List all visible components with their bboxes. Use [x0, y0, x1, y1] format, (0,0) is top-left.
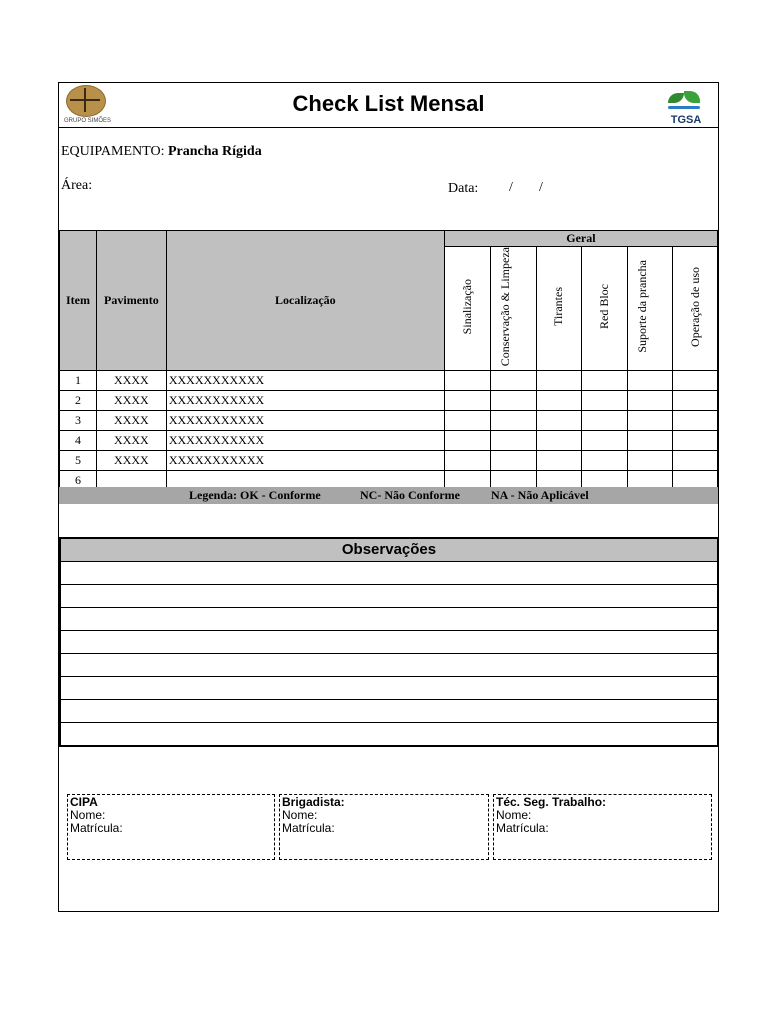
col-header-localizacao: Localização	[166, 231, 444, 371]
equipment-line	[61, 144, 262, 160]
page-title: Check List Mensal	[292, 91, 485, 116]
tgsa-logo: TGSA	[664, 89, 708, 127]
check-cell[interactable]	[444, 371, 490, 391]
check-cell[interactable]	[673, 371, 718, 391]
table-row	[60, 451, 718, 471]
equipment-label: EQUIPAMENTO:	[61, 144, 165, 159]
signature-registration-label: Matrícula:	[496, 821, 549, 835]
check-cell[interactable]	[582, 391, 628, 411]
legend-ok: Legenda: OK - Conforme	[189, 488, 321, 502]
table-row	[60, 431, 718, 451]
check-cell[interactable]	[673, 431, 718, 451]
cell-item: 1	[60, 371, 97, 391]
check-cell[interactable]	[582, 371, 628, 391]
check-cell[interactable]	[536, 371, 582, 391]
cell-localizacao: XXXXXXXXXXX	[166, 411, 444, 431]
col-header-item: Item	[60, 231, 97, 371]
cell-pavimento: XXXX	[96, 451, 166, 471]
cell-item: 6	[60, 471, 97, 491]
checklist-table	[59, 230, 718, 491]
check-cell[interactable]	[628, 451, 673, 471]
check-cell[interactable]	[490, 451, 536, 471]
check-cell[interactable]	[628, 431, 673, 451]
cell-pavimento: XXXX	[96, 411, 166, 431]
signature-registration-label: Matrícula:	[70, 821, 123, 835]
check-cell[interactable]	[582, 411, 628, 431]
col-header-check: Sinalização	[444, 247, 490, 371]
observation-line[interactable]	[61, 654, 717, 677]
area-label: Área:	[61, 178, 93, 193]
check-cell[interactable]	[490, 391, 536, 411]
check-cell[interactable]	[628, 371, 673, 391]
checklist-form	[58, 82, 719, 912]
observation-line[interactable]	[61, 677, 717, 700]
observations-title: Observações	[61, 539, 717, 562]
check-cell[interactable]	[490, 411, 536, 431]
date-label: Data:	[448, 181, 479, 196]
cell-pavimento: XXXX	[96, 431, 166, 451]
observation-line[interactable]	[61, 631, 717, 654]
legend-nc: NC- Não Conforme	[360, 488, 460, 502]
check-cell[interactable]	[536, 411, 582, 431]
observation-line[interactable]	[61, 723, 717, 745]
table-row	[60, 371, 718, 391]
signature-name-label: Nome:	[70, 808, 106, 822]
date-separator: /	[509, 180, 513, 195]
col-header-check: Suporte da prancha	[628, 247, 673, 371]
check-cell[interactable]	[582, 451, 628, 471]
observation-line[interactable]	[61, 700, 717, 723]
cell-item: 4	[60, 431, 97, 451]
observation-line[interactable]	[61, 562, 717, 585]
equipment-value: Prancha Rígida	[167, 144, 262, 159]
cell-localizacao: XXXXXXXXXXX	[166, 391, 444, 411]
table-row	[60, 411, 718, 431]
col-header-check: Conservação & Limpeza	[490, 247, 536, 371]
check-cell[interactable]	[673, 451, 718, 471]
signature-name-label: Nome:	[282, 808, 318, 822]
signature-registration-label: Matrícula:	[282, 821, 335, 835]
grupo-simoes-logo: GRUPO SIMÕES	[64, 85, 116, 127]
cell-localizacao: XXXXXXXXXXX	[166, 371, 444, 391]
cell-pavimento: XXXX	[96, 391, 166, 411]
legend-na: NA - Não Aplicável	[491, 488, 589, 502]
check-cell[interactable]	[673, 411, 718, 431]
col-group-geral: Geral	[444, 231, 717, 247]
cell-item: 2	[60, 391, 97, 411]
signature-box-brigadista[interactable]	[279, 794, 489, 860]
col-header-check: Tirantes	[536, 247, 582, 371]
check-cell[interactable]	[536, 431, 582, 451]
check-cell[interactable]	[536, 391, 582, 411]
legend-bar	[59, 487, 718, 504]
check-cell[interactable]	[444, 391, 490, 411]
signature-title: Téc. Seg. Trabalho:	[496, 795, 607, 809]
observation-line[interactable]	[61, 608, 717, 631]
col-header-check: Red Bloc	[582, 247, 628, 371]
check-cell[interactable]	[490, 431, 536, 451]
check-cell[interactable]	[628, 391, 673, 411]
signature-box-tecnico[interactable]	[493, 794, 712, 860]
cell-pavimento: XXXX	[96, 371, 166, 391]
cell-item: 5	[60, 451, 97, 471]
col-header-check: Operação de uso	[673, 247, 718, 371]
cell-localizacao: XXXXXXXXXXX	[166, 451, 444, 471]
check-cell[interactable]	[673, 391, 718, 411]
check-cell[interactable]	[444, 431, 490, 451]
signature-title: Brigadista:	[282, 795, 345, 809]
signature-box-cipa[interactable]	[67, 794, 275, 860]
observation-line[interactable]	[61, 585, 717, 608]
cell-item: 3	[60, 411, 97, 431]
check-cell[interactable]	[582, 431, 628, 451]
check-cell[interactable]	[490, 371, 536, 391]
cell-localizacao: XXXXXXXXXXX	[166, 431, 444, 451]
signature-name-label: Nome:	[496, 808, 532, 822]
check-cell[interactable]	[536, 451, 582, 471]
check-cell[interactable]	[444, 451, 490, 471]
check-cell[interactable]	[444, 411, 490, 431]
col-header-pavimento: Pavimento	[96, 231, 166, 371]
observations-box	[59, 537, 719, 747]
check-cell[interactable]	[628, 411, 673, 431]
date-separator: /	[539, 180, 543, 195]
table-row	[60, 391, 718, 411]
signature-title: CIPA	[70, 795, 98, 809]
